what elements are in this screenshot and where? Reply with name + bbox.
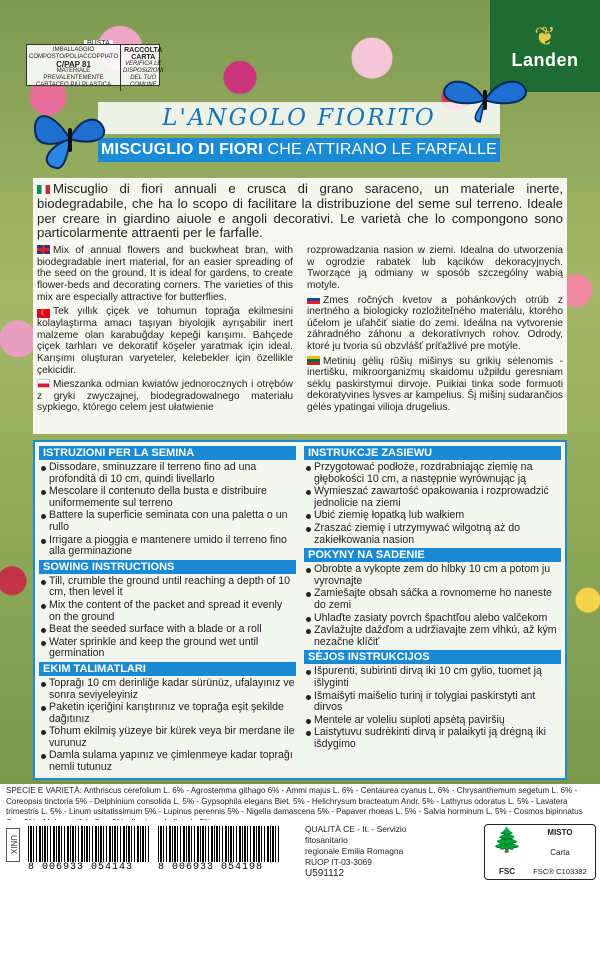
- barcode: [158, 826, 280, 874]
- list-item: Battere la superficie seminata con una paletta o un rullo: [39, 510, 296, 533]
- list-item: Przygotować podłoże, rozdrabniając ziemię na głębokości 10 cm, a następnie wyrównując ją: [304, 462, 561, 485]
- description-english: [37, 245, 293, 303]
- butterfly-icon: [30, 106, 110, 172]
- list-item: Mix the content of the packet and spread it evenly on the ground: [39, 600, 296, 623]
- quality-line: QUALITÀ CE - It. - Servizio fitosanitario: [305, 824, 407, 845]
- list-item: Water sprinkle and keep the ground wet until germination: [39, 637, 296, 660]
- section-heading: INSTRUKCJE ZASIEWU: [304, 446, 561, 460]
- list-item: Wymieszać zawartość opakowania i rozprowadzić jednolicie na ziemi: [304, 486, 561, 509]
- instruction-list: [39, 678, 296, 774]
- instruction-list: [39, 576, 296, 660]
- instructions-panel: [33, 440, 567, 780]
- list-item: Išmaišyti maišelio turinį ir tolygiai paskirstyti ant dirvos: [304, 691, 561, 714]
- description-column-left: [37, 245, 293, 417]
- fsc-label: [484, 824, 596, 880]
- packaging-line: IMBALLAGGIO: [53, 47, 95, 53]
- list-item: Irrigare a pioggia e mantenere umido il terreno fino alla germinazione: [39, 535, 296, 558]
- instructions-column-left: [39, 446, 296, 776]
- description-panel: [33, 178, 567, 434]
- section-heading: POKYNY NA SADENIE: [304, 548, 561, 562]
- series-title: L'ANGOLO FIORITO: [98, 102, 500, 134]
- list-item: Till, crumble the ground until reaching a depth of 10 cm, then level it: [39, 576, 296, 599]
- packaging-disposal: [121, 45, 165, 91]
- footer: [0, 820, 600, 968]
- description-polish: [37, 379, 293, 414]
- packaging-line: COMPOSTO/POLIACCOPPIATO: [29, 54, 119, 60]
- instruction-list: [304, 564, 561, 648]
- instructions-italian: [39, 446, 296, 558]
- lithuania-flag-icon: [307, 356, 320, 365]
- description-polish-text: Mieszanka odmian kwiatów jednorocznych i otrębów z gryki zwyczajnej, biodegradowalnego materiału sypkiego, którego celem jest ułatwienie: [37, 379, 293, 414]
- product-title-light: CHE ATTIRANO LE FARFALLE: [267, 141, 497, 158]
- list-item: Dissodare, sminuzzare il terreno fino ad una profondità di 10 cm, quindi livellarlo: [39, 462, 296, 485]
- list-item: Mescolare il contenuto della busta e distribuire uniformemente sul terreno: [39, 486, 296, 509]
- barcode-number: 8 006933 054143: [28, 862, 134, 873]
- fsc-logo: [488, 828, 526, 876]
- barcode-bars: [28, 826, 150, 862]
- list-item: Laistytuvu sudrėkinti dirvą ir palaikyti ją drėgną iki išdygimo: [304, 727, 561, 750]
- instructions-slovak: [304, 548, 561, 648]
- description-lithuanian: [307, 356, 563, 414]
- poland-flag-icon: [37, 379, 50, 388]
- packaging-code: C/PAP 81: [56, 60, 91, 69]
- section-heading: SOWING INSTRUCTIONS: [39, 560, 296, 574]
- fsc-license: FSC® C103382: [533, 867, 587, 876]
- fsc-carta: Carta: [550, 847, 570, 857]
- description-slovak: [307, 295, 563, 353]
- uk-flag-icon: [37, 245, 50, 254]
- instructions-column-right: [304, 446, 561, 776]
- description-slovak-text: Zmes ročných kvetov a pohánkových otrúb z inertného a biologicky rozložiteľného materiálu, ktorého účelom je uľahčiť siatie do zemi. Ideálna na vytvorenie záhradného záhonu a dekoratívnych rohov. Odrody, ktoré ju tvoria sú obzvlášť príťažlivé pre motýle.: [307, 294, 563, 352]
- butterfly-icon: [440, 74, 530, 124]
- instruction-list: [304, 666, 561, 750]
- list-item: Paketin içeriğini karıştırınız ve toprağa eşit şekilde dağıtınız: [39, 702, 296, 725]
- description-turkish: [37, 306, 293, 376]
- list-item: Zamiešajte obsah sáčka a rovnomerne ho naneste do zemi: [304, 588, 561, 611]
- description-translations: [37, 245, 563, 417]
- list-item: Tohum ekilmiş yüzeye bir kürek veya bir merdane ile vurunuz: [39, 726, 296, 749]
- fsc-tree-icon: 🌲: [492, 827, 522, 854]
- quality-line: RUOP IT-03-3069: [305, 857, 372, 867]
- list-item: Zavlažujte dažďom a udržiavajte zem vlhkú, až kým nezačne klíčiť: [304, 625, 561, 648]
- species-list: SPECIE E VARIETÀ: Anthriscus cerefolium L. 6% - Agrostemma githago 6% - Ammi majus L. 6% - Centaurea cyanus L. 6% - Chrysanthemum segetum L. 6% - Coreopsis tinctoria 5% - Delphinium consolida L. 5% - Gypsophila elegans Biet. 5% - Helichrysum bracteatum Andr. 5% - Lathyrus odoratus L. 5% - Lavatera trimestris L. 5% - Linum usitatissimum 5% - Lupinus perennis 5% - Nigella damascena 5% - Papaver rhoeas L. 5% - Salvia horminum L. 5% - Cosmos bipinnatus: [0, 784, 600, 820]
- section-heading: EKIM TALIMATLARI: [39, 662, 296, 676]
- section-heading: ISTRUZIONI PER LA SEMINA: [39, 446, 296, 460]
- list-item: Obrobte a vykopte zem do hĺbky 10 cm a potom ju vyrovnajte: [304, 564, 561, 587]
- description-english-text: Mix of annual flowers and buckwheat bran, with biodegradable inert material, for an easier spreading of the seed on the ground. It is ideal for gardens, to create flower-beds and decorating corners. The varieties of this mix are especially attractive for butterflies.: [37, 245, 293, 303]
- quality-line: regionale Emilia Romagna: [305, 846, 404, 856]
- instructions-turkish: [39, 662, 296, 774]
- barcode-bars: [158, 826, 280, 862]
- packaging-info: [26, 44, 164, 88]
- turkey-flag-icon: ☾: [37, 309, 50, 318]
- list-item: Toprağı 10 cm derinliğe kadar sürünüz, ufalayınız ve sonra seviyeleyiniz: [39, 678, 296, 701]
- packaging-line: VERIFICA LE DISPOSIZIONI: [123, 61, 164, 74]
- instruction-list: [304, 462, 561, 546]
- description-italian-text: Miscuglio di fiori annuali e crusca di grano saraceno, un materiale inerte, biodegradabile, che ha lo scopo di facilitare la distribuzione del seme sul terreno. Ideale per creare in giardino aiuole e angoli decorativi. Le varietà che lo compongono sono particolarmente attraenti per le farfalle.: [37, 181, 563, 241]
- packaging-material: [27, 45, 121, 91]
- list-item: Ubić ziemię łopatką lub wałkiem: [304, 510, 561, 522]
- fsc-misto: MISTO: [547, 828, 573, 837]
- instructions-english: [39, 560, 296, 660]
- section-heading: SĖJOS INSTRUKCIJOS: [304, 650, 561, 664]
- list-item: Išpurenti, subirinti dirvą iki 10 cm gylio, tuomet ją išlyginti: [304, 666, 561, 689]
- product-title: [98, 138, 500, 162]
- description-turkish-text: Tek yıllık çiçek ve tohumun toprağa ekilmesini kolaylaştırma amacı taşıyan biyolojik ayrışabilir inert malzeme olan karabuğday kepeği karışımı. Bahçede çiçek tarhları ve dekoratif köşeler yaratmak için ideal. Karışımı oluşturan varyeteler, kelebekler için özellikle çekicidir.: [37, 306, 293, 376]
- description-polish-continued: rozprowadzania nasion w ziemi. Idealna do utworzenia w ogrodzie rabatek lub kącików dekoracyjnych. Tworzące ją odmiany w sposób szczególny wabią motyle.: [307, 245, 563, 291]
- description-italian: [37, 182, 563, 241]
- quality-info: [305, 824, 445, 868]
- list-item: Mentele ar voleliu suploti apsėtą paviršių: [304, 715, 561, 727]
- product-title-bold: MISCUGLIO DI FIORI: [101, 141, 263, 158]
- instructions-polish: [304, 446, 561, 546]
- instructions-lithuanian: [304, 650, 561, 750]
- list-item: Damla sulama yapınız ve çimlenmeye kadar toprağı nemli tutunuz: [39, 750, 296, 773]
- product-code: U591112: [305, 868, 345, 879]
- list-item: Beat the seeded surface with a blade or a roll: [39, 624, 296, 636]
- fsc-details: [528, 828, 592, 876]
- description-lithuanian-text: Metinių gėlių rūšių mišinys su grikių sėlenomis - inertišku, mikroorganizmų skaidomu užpildu geresniam sėklų paskirstymui dirvoje. Puikiai tinka sode formuoti dekoratyvines lysves ar kampelius. Šį mišinį sudarančios gėlės ypatingai vilioja drugelius.: [307, 355, 563, 413]
- description-column-right: [307, 245, 563, 417]
- fsc-brand: FSC: [499, 867, 515, 876]
- wheat-leaf-icon: ❦: [534, 20, 556, 51]
- packaging-line: MATERIALE PREVALENTEMENTE: [43, 68, 104, 81]
- slovakia-flag-icon: [307, 295, 320, 304]
- barcode: [28, 826, 150, 874]
- brand-name: Landen: [511, 49, 579, 70]
- unix-label: UNIX: [6, 828, 20, 862]
- packaging-line: DEL TUO COMUNE: [129, 75, 157, 88]
- barcode-number: 8 006933 054198: [158, 862, 264, 873]
- packaging-disposal-title: RACCOLTA CARTA: [124, 47, 163, 61]
- italy-flag-icon: [37, 185, 50, 194]
- list-item: Uhlaďte zasiaty povrch špachtľou alebo valčekom: [304, 613, 561, 625]
- packaging-line: CARTACEO PIÙ PLASTICA: [35, 82, 112, 88]
- instruction-list: [39, 462, 296, 558]
- list-item: Zraszać ziemię i utrzymywać wilgotną aż do zakiełkowania nasion: [304, 523, 561, 546]
